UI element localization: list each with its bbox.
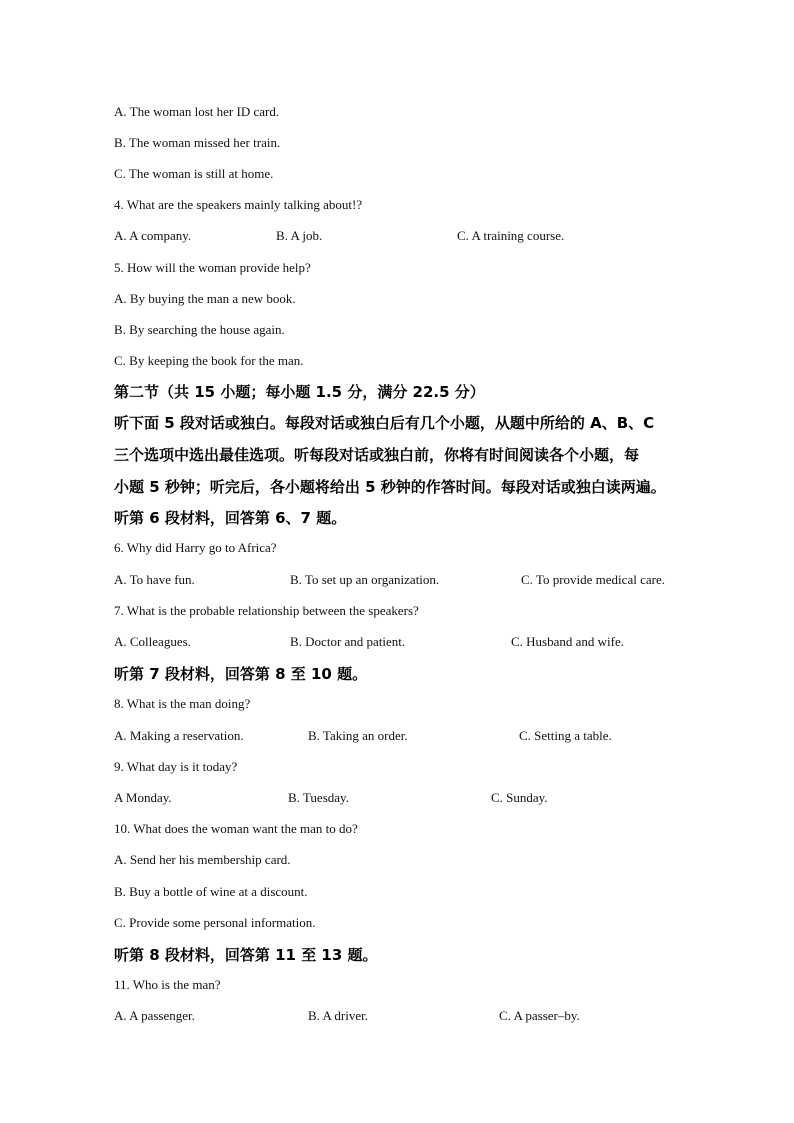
q4-option-b: B. A job. bbox=[276, 228, 323, 243]
q8-option-a: A. Making a reservation. bbox=[114, 728, 244, 743]
section2-instruction-line: 听下面 5 段对话或独白。每段对话或独白后有几个小题，从题中所给的 A、B、C bbox=[114, 414, 655, 432]
q11-question: 11. Who is the man? bbox=[114, 977, 221, 992]
q11-option-c: C. A passer–by. bbox=[499, 1008, 580, 1023]
q11-option-b: B. A driver. bbox=[308, 1008, 368, 1023]
q6-option-a: A. To have fun. bbox=[114, 572, 195, 587]
q8-option-c: C. Setting a table. bbox=[519, 728, 612, 743]
q3-option-c: C. The woman is still at home. bbox=[114, 166, 274, 181]
section2-instruction-line: 三个选项中选出最佳选项。听每段对话或独白前，你将有时间阅读各个小题，每 bbox=[114, 446, 640, 464]
q6-question: 6. Why did Harry go to Africa? bbox=[114, 540, 277, 555]
q3-option-a: A. The woman lost her ID card. bbox=[114, 104, 280, 119]
material6-heading: 听第 6 段材料，回答第 6、7 题。 bbox=[114, 509, 347, 527]
q8-option-b: B. Taking an order. bbox=[308, 728, 408, 743]
q10-option-b: B. Buy a bottle of wine at a discount. bbox=[114, 884, 308, 899]
q4-option-c: C. A training course. bbox=[457, 228, 565, 243]
q6-option-b: B. To set up an organization. bbox=[290, 572, 440, 587]
q10-option-c: C. Provide some personal information. bbox=[114, 915, 316, 930]
q9-option-c: C. Sunday. bbox=[491, 790, 548, 805]
q11-option-a: A. A passenger. bbox=[114, 1008, 195, 1023]
material8-heading: 听第 8 段材料，回答第 11 至 13 题。 bbox=[114, 946, 378, 964]
q9-option-b: B. Tuesday. bbox=[288, 790, 349, 805]
q4-option-a: A. A company. bbox=[114, 228, 192, 243]
q4-question: 4. What are the speakers mainly talking about!? bbox=[114, 197, 363, 212]
q9-question: 9. What day is it today? bbox=[114, 759, 238, 774]
q5-option-c: C. By keeping the book for the man. bbox=[114, 353, 304, 368]
q7-option-a: A. Colleagues. bbox=[114, 634, 191, 649]
q10-question: 10. What does the woman want the man to do? bbox=[114, 821, 358, 836]
q10-option-a: A. Send her his membership card. bbox=[114, 852, 291, 867]
q7-question: 7. What is the probable relationship between the speakers? bbox=[114, 603, 419, 618]
q7-option-b: B. Doctor and patient. bbox=[290, 634, 406, 649]
q6-option-c: C. To provide medical care. bbox=[521, 572, 665, 587]
q9-option-a: A Monday. bbox=[114, 790, 172, 805]
material7-heading: 听第 7 段材料，回答第 8 至 10 题。 bbox=[114, 665, 368, 683]
q7-option-c: C. Husband and wife. bbox=[511, 634, 625, 649]
q8-question: 8. What is the man doing? bbox=[114, 696, 251, 711]
q5-option-a: A. By buying the man a new book. bbox=[114, 291, 296, 306]
q5-option-b: B. By searching the house again. bbox=[114, 322, 285, 337]
section2-instruction-line: 小题 5 秒钟；听完后，各小题将给出 5 秒钟的作答时间。每段对话或独白读两遍。 bbox=[114, 478, 666, 496]
q3-option-b: B. The woman missed her train. bbox=[114, 135, 281, 150]
q5-question: 5. How will the woman provide help? bbox=[114, 260, 311, 275]
section2-heading: 第二节（共 15 小题；每小题 1.5 分，满分 22.5 分） bbox=[114, 383, 485, 401]
